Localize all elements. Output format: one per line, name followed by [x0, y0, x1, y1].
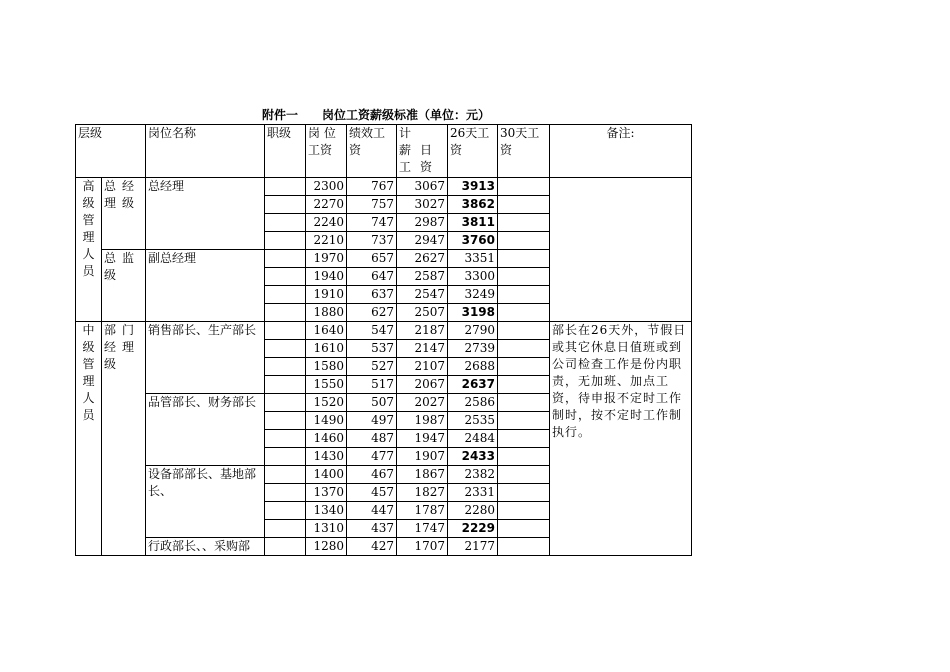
post-salary-cell: 1370 [306, 484, 347, 502]
salary-30-cell [498, 196, 550, 214]
salary-30-cell [498, 358, 550, 376]
subgroup-cell: 总监级 [102, 250, 146, 322]
daily-salary-cell: 1747 [397, 520, 448, 538]
salary-30-cell [498, 250, 550, 268]
salary-table [75, 124, 692, 556]
grade-cell [265, 520, 306, 538]
salary-26-cell: 3862 [448, 196, 498, 214]
salary-26-cell: 2382 [448, 466, 498, 484]
salary-30-cell [498, 286, 550, 304]
perf-salary-cell: 507 [347, 394, 397, 412]
grade-cell [265, 214, 306, 232]
daily-salary-cell: 1827 [397, 484, 448, 502]
daily-salary-cell: 2507 [397, 304, 448, 322]
perf-salary-cell: 427 [347, 538, 397, 556]
perf-salary-cell: 537 [347, 340, 397, 358]
header-post-salary: 岗 位工资 [306, 125, 347, 178]
level-group-cell: 中级管理人员 [76, 322, 102, 556]
remark-cell: 部长在26天外，节假日或其它休息日值班或到公司检查工作是份内职责，无加班、加点工资，待申报不定时工作制时，按不定时工作制执行。 [550, 322, 692, 556]
post-salary-cell: 1550 [306, 376, 347, 394]
position-name-cell: 品管部长、财务部长 [146, 394, 265, 466]
salary-26-cell: 2433 [448, 448, 498, 466]
perf-salary-cell: 547 [347, 322, 397, 340]
daily-salary-cell: 2187 [397, 322, 448, 340]
perf-salary-cell: 487 [347, 430, 397, 448]
header-remark: 备注: [550, 125, 692, 178]
grade-cell [265, 502, 306, 520]
salary-26-cell: 2688 [448, 358, 498, 376]
salary-26-cell: 3811 [448, 214, 498, 232]
daily-salary-cell: 1907 [397, 448, 448, 466]
grade-cell [265, 484, 306, 502]
salary-26-cell: 3913 [448, 178, 498, 196]
post-salary-cell: 1580 [306, 358, 347, 376]
salary-26-cell: 3300 [448, 268, 498, 286]
post-salary-cell: 2240 [306, 214, 347, 232]
daily-salary-cell: 2947 [397, 232, 448, 250]
header-daily-salary: 计 薪日 工资 [397, 125, 448, 178]
perf-salary-cell: 447 [347, 502, 397, 520]
salary-30-cell [498, 448, 550, 466]
header-perf-salary: 绩效工资 [347, 125, 397, 178]
perf-salary-cell: 527 [347, 358, 397, 376]
header-position: 岗位名称 [146, 125, 265, 178]
daily-salary-cell: 2147 [397, 340, 448, 358]
daily-salary-cell: 2067 [397, 376, 448, 394]
grade-cell [265, 448, 306, 466]
subgroup-cell: 总经理级 [102, 178, 146, 250]
daily-salary-cell: 1947 [397, 430, 448, 448]
post-salary-cell: 1880 [306, 304, 347, 322]
grade-cell [265, 178, 306, 196]
grade-cell [265, 196, 306, 214]
post-salary-cell: 1640 [306, 322, 347, 340]
daily-salary-cell: 2627 [397, 250, 448, 268]
grade-cell [265, 340, 306, 358]
position-name-cell: 总经理 [146, 178, 265, 250]
perf-salary-cell: 627 [347, 304, 397, 322]
salary-30-cell [498, 466, 550, 484]
position-name-cell: 设备部部长、基地部长、 [146, 466, 265, 538]
salary-26-cell: 2484 [448, 430, 498, 448]
perf-salary-cell: 747 [347, 214, 397, 232]
grade-cell [265, 394, 306, 412]
header-grade: 职级 [265, 125, 306, 178]
perf-salary-cell: 657 [347, 250, 397, 268]
salary-30-cell [498, 232, 550, 250]
perf-salary-cell: 517 [347, 376, 397, 394]
document-title: 附件一 岗位工资薪级标准（单位：元） [262, 108, 491, 122]
header-row [76, 125, 692, 178]
salary-30-cell [498, 430, 550, 448]
grade-cell [265, 430, 306, 448]
salary-26-cell: 2790 [448, 322, 498, 340]
perf-salary-cell: 477 [347, 448, 397, 466]
salary-30-cell [498, 214, 550, 232]
salary-30-cell [498, 268, 550, 286]
table-row [76, 322, 692, 340]
grade-cell [265, 412, 306, 430]
remark-cell [550, 178, 692, 322]
salary-26-cell: 2331 [448, 484, 498, 502]
grade-cell [265, 322, 306, 340]
salary-26-cell: 2177 [448, 538, 498, 556]
salary-26-cell: 2280 [448, 502, 498, 520]
header-level: 层级 [76, 125, 146, 178]
salary-30-cell [498, 502, 550, 520]
post-salary-cell: 1430 [306, 448, 347, 466]
header-26-day-salary: 26天工资 [448, 125, 498, 178]
daily-salary-cell: 3027 [397, 196, 448, 214]
daily-salary-cell: 2587 [397, 268, 448, 286]
header-30-day-salary: 30天工资 [498, 125, 550, 178]
perf-salary-cell: 757 [347, 196, 397, 214]
post-salary-cell: 1970 [306, 250, 347, 268]
daily-salary-cell: 1867 [397, 466, 448, 484]
salary-30-cell [498, 178, 550, 196]
salary-26-cell: 2739 [448, 340, 498, 358]
salary-26-cell: 3198 [448, 304, 498, 322]
daily-salary-cell: 2027 [397, 394, 448, 412]
salary-30-cell [498, 412, 550, 430]
salary-30-cell [498, 304, 550, 322]
salary-30-cell [498, 376, 550, 394]
salary-26-cell: 3249 [448, 286, 498, 304]
grade-cell [265, 304, 306, 322]
grade-cell [265, 466, 306, 484]
post-salary-cell: 1460 [306, 430, 347, 448]
salary-30-cell [498, 394, 550, 412]
perf-salary-cell: 637 [347, 286, 397, 304]
post-salary-cell: 1340 [306, 502, 347, 520]
grade-cell [265, 358, 306, 376]
perf-salary-cell: 647 [347, 268, 397, 286]
position-name-cell: 副总经理 [146, 250, 265, 322]
post-salary-cell: 2210 [306, 232, 347, 250]
post-salary-cell: 1400 [306, 466, 347, 484]
post-salary-cell: 1310 [306, 520, 347, 538]
perf-salary-cell: 467 [347, 466, 397, 484]
salary-30-cell [498, 484, 550, 502]
grade-cell [265, 286, 306, 304]
salary-26-cell: 3351 [448, 250, 498, 268]
subgroup-cell: 部门经理级 [102, 322, 146, 556]
post-salary-cell: 1610 [306, 340, 347, 358]
grade-cell [265, 250, 306, 268]
salary-26-cell: 2229 [448, 520, 498, 538]
daily-salary-cell: 1707 [397, 538, 448, 556]
daily-salary-cell: 3067 [397, 178, 448, 196]
perf-salary-cell: 437 [347, 520, 397, 538]
table-row [76, 178, 692, 196]
perf-salary-cell: 457 [347, 484, 397, 502]
grade-cell [265, 232, 306, 250]
daily-salary-cell: 1787 [397, 502, 448, 520]
salary-26-cell: 2637 [448, 376, 498, 394]
daily-salary-cell: 2547 [397, 286, 448, 304]
salary-30-cell [498, 340, 550, 358]
grade-cell [265, 268, 306, 286]
daily-salary-cell: 2987 [397, 214, 448, 232]
post-salary-cell: 1490 [306, 412, 347, 430]
post-salary-cell: 1940 [306, 268, 347, 286]
perf-salary-cell: 737 [347, 232, 397, 250]
salary-30-cell [498, 538, 550, 556]
grade-cell [265, 538, 306, 556]
perf-salary-cell: 497 [347, 412, 397, 430]
salary-26-cell: 3760 [448, 232, 498, 250]
daily-salary-cell: 1987 [397, 412, 448, 430]
post-salary-cell: 2300 [306, 178, 347, 196]
level-group-cell: 高级管理人员 [76, 178, 102, 322]
salary-26-cell: 2586 [448, 394, 498, 412]
grade-cell [265, 376, 306, 394]
post-salary-cell: 2270 [306, 196, 347, 214]
position-name-cell: 销售部长、生产部长 [146, 322, 265, 394]
post-salary-cell: 1910 [306, 286, 347, 304]
salary-30-cell [498, 322, 550, 340]
position-name-cell: 行政部长、、采购部 [146, 538, 265, 556]
salary-30-cell [498, 520, 550, 538]
post-salary-cell: 1520 [306, 394, 347, 412]
perf-salary-cell: 767 [347, 178, 397, 196]
daily-salary-cell: 2107 [397, 358, 448, 376]
post-salary-cell: 1280 [306, 538, 347, 556]
salary-26-cell: 2535 [448, 412, 498, 430]
